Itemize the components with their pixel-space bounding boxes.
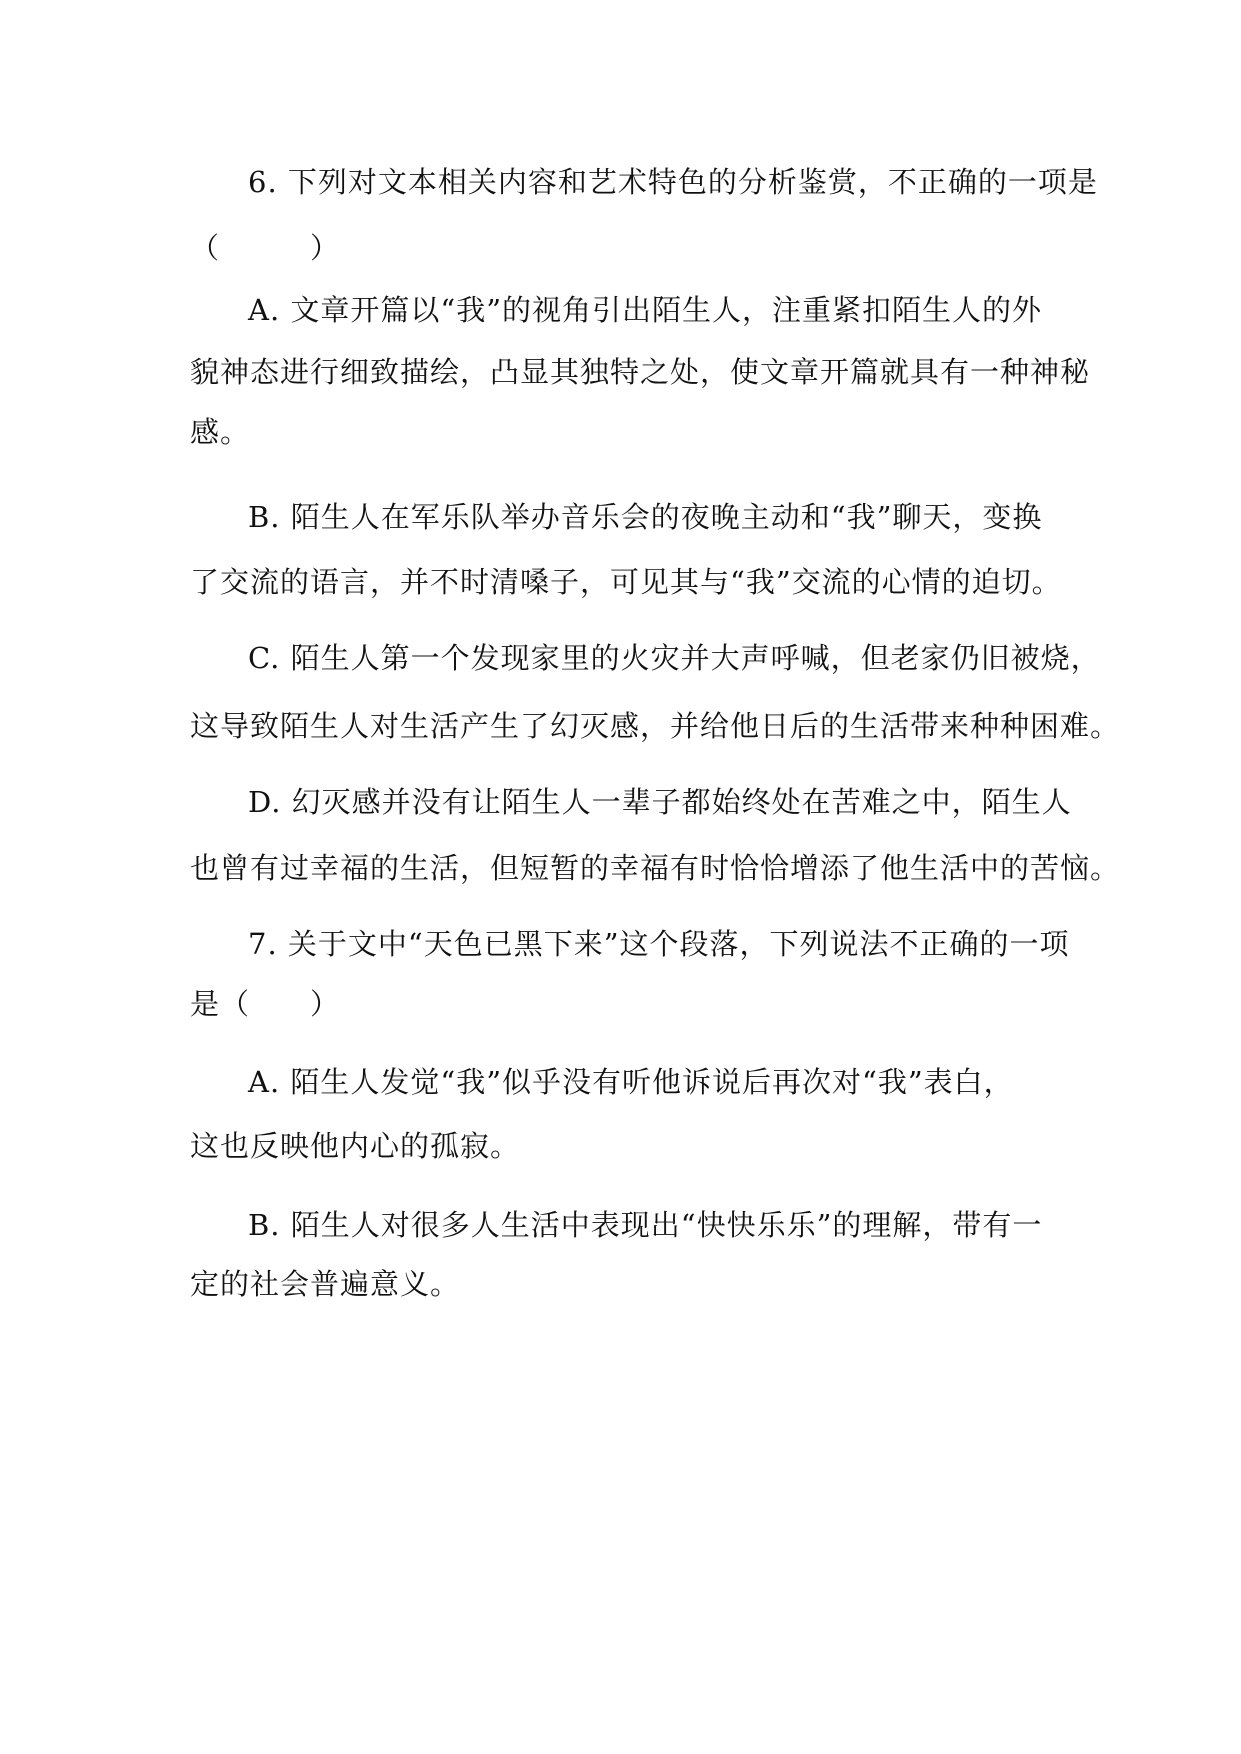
question-6-option-b: B. 陌生人在军乐队举办音乐会的夜晚主动和“我”聊天，变换 (248, 500, 1043, 534)
question-7-option-a-cont: 这也反映他内心的孤寂。 (190, 1129, 521, 1163)
question-6-option-c: C. 陌生人第一个发现家里的火灾并大声呼喊，但老家仍旧被烧， (248, 641, 1101, 675)
question-6-option-c-cont: 这导致陌生人对生活产生了幻灭感，并给他日后的生活带来种种困难。 (190, 709, 1121, 743)
question-6-answer-blank: （ ） (190, 231, 341, 265)
question-7-stem: 7. 关于文中“天色已黑下来”这个段落，下列说法不正确的一项 (248, 927, 1070, 961)
question-7-answer-blank: 是（ ） (190, 987, 341, 1021)
question-7-option-a: A. 陌生人发觉“我”似乎没有听他诉说后再次对“我”表白， (248, 1065, 1014, 1099)
question-6-option-a-cont: 感。 (190, 415, 251, 449)
question-6-option-a: A. 文章开篇以“我”的视角引出陌生人，注重紧扣陌生人的外 (248, 293, 1043, 327)
question-7-option-b: B. 陌生人对很多人生活中表现出“快快乐乐”的理解，带有一 (248, 1208, 1043, 1242)
question-6-option-d: D. 幻灭感并没有让陌生人一辈子都始终处在苦难之中，陌生人 (248, 785, 1072, 819)
question-6-option-a-cont: 貌神态进行细致描绘，凸显其独特之处，使文章开篇就具有一种神秘 (190, 355, 1091, 389)
question-6-option-b-cont: 了交流的语言，并不时清嗓子，可见其与“我”交流的心情的迫切。 (190, 565, 1062, 599)
question-7-option-b-cont: 定的社会普遍意义。 (190, 1267, 461, 1301)
question-6-stem: 6. 下列对文本相关内容和艺术特色的分析鉴赏，不正确的一项是 (248, 165, 1098, 199)
question-6-option-d-cont: 也曾有过幸福的生活，但短暂的幸福有时恰恰增添了他生活中的苦恼。 (190, 851, 1121, 885)
